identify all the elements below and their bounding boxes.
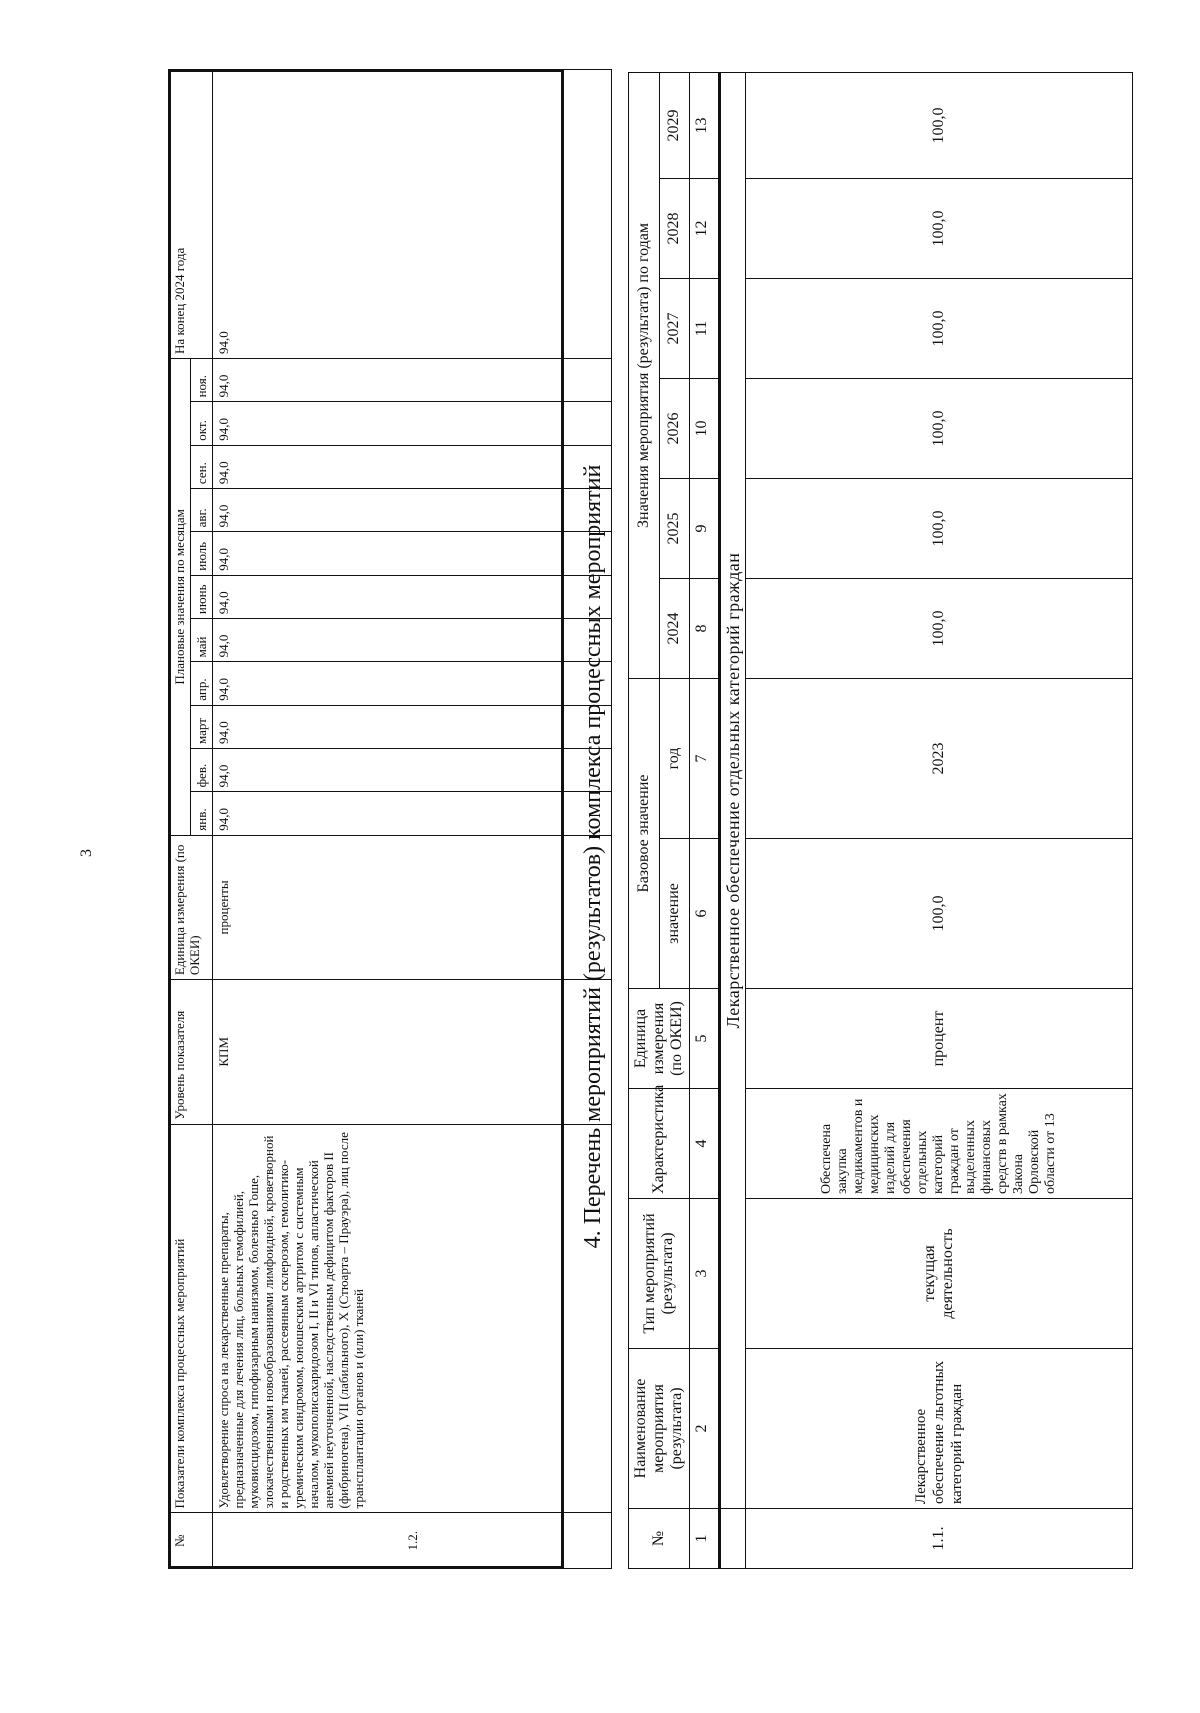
header-name: Наименование мероприятия (результата) [629,1349,690,1509]
row-month-value: 94,0 [213,532,612,575]
index-cell: 4 [690,1089,720,1199]
month-jul: июль [191,532,213,575]
row-month-value: 94,0 [213,705,612,748]
index-cell: 10 [690,378,720,478]
row-base-value: 100,0 [746,839,1133,989]
row-no: 1.1. [746,1509,1133,1569]
month-apr: апр. [191,662,213,705]
header-planned: Плановые значения по месяцам [169,358,191,835]
index-cell: 11 [690,278,720,378]
header-unit: Единица измерения (по ОКЕИ) [169,835,213,979]
header-base-year: год [659,678,690,838]
indicators-table [168,69,612,1569]
month-nov: ноя. [191,358,213,401]
section-row-label: Лекарственное обеспечение отдельных категорий граждан [720,72,746,1508]
month-mar: март [191,705,213,748]
row-month-value: 94,0 [213,662,612,705]
header-year: 2029 [659,72,690,178]
row-base-year: 2023 [746,678,1133,838]
header-base: Базовое значение [629,678,660,988]
index-cell: 13 [690,72,720,178]
header-type: Тип мероприятий (результата) [629,1199,690,1349]
header-year: 2027 [659,278,690,378]
month-jan: янв. [191,792,213,835]
row-unit: процент [746,989,1133,1089]
row-month-value: 94,0 [213,575,612,618]
row-year-value: 100,0 [746,578,1133,678]
row-year-value: 100,0 [746,72,1133,178]
index-cell: 9 [690,478,720,578]
header-no: № [169,1513,213,1569]
header-unit: Единица измерения (по ОКЕИ) [629,989,690,1089]
row-year-value: 100,0 [746,378,1133,478]
header-year: 2024 [659,578,690,678]
row-month-value: 94,0 [213,792,612,835]
index-cell: 6 [690,839,720,989]
row-level: КПМ [213,980,612,1124]
header-level: Уровень показателя [169,980,213,1124]
row-month-value: 94,0 [213,619,612,662]
index-cell: 3 [690,1199,720,1349]
header-values-by-year: Значения мероприятия (результата) по годам [629,72,660,678]
row-unit: проценты [213,835,612,979]
row-indicator: Удовлетворение спроса на лекарственные препараты, предназначенные для лечения лиц, больных гемофилией, муковисцидозом, гипофизарным нанизмом, болезнью Гоше, злокачественными новообразованиями лимфоидной, кроветворной и родственных им тканей, рассеянным склерозом, гемолитико-уремическим синдромом, юношеским артритом с системным началом, мукополисахаридозом I, II и VI типов, апластической анемией неуточненной, наследственным дефицитом факторов II (фибриногена), VII (лабильного), X (Стюарта – Прауэра), лиц после трансплантации органов и (или) тканей [213,1124,612,1513]
header-year: 2026 [659,378,690,478]
row-no: 1.2. [213,1513,612,1569]
header-indicators: Показатели комплекса процессных мероприятий [169,1124,213,1513]
row-year-end: 94,0 [213,70,612,359]
section-row-spacer [720,1509,746,1569]
index-cell: 2 [690,1349,720,1509]
row-month-value: 94,0 [213,749,612,792]
month-sep: сен. [191,445,213,488]
index-cell: 1 [690,1509,720,1569]
row-month-value: 94,0 [213,445,612,488]
row-year-value: 100,0 [746,178,1133,278]
header-no: № [629,1509,690,1569]
index-row [690,72,720,1568]
header-base-value: значение [659,839,690,989]
header-year: 2025 [659,478,690,578]
row-characteristic: Обеспечена закупка медикаментов и медицинских изделий для обеспечения отдельных категорий граждан от выделенных финансовых средств в рамках Закона Орловской области от 13 [746,1089,1133,1199]
row-name: Лекарственное обеспечение льготных категорий граждан [746,1349,1133,1509]
header-year: 2028 [659,178,690,278]
row-month-value: 94,0 [213,402,612,445]
table-row [213,70,612,1569]
month-aug: авг. [191,489,213,532]
row-year-value: 100,0 [746,478,1133,578]
index-cell: 7 [690,678,720,838]
row-month-value: 94,0 [213,358,612,401]
row-type: текущая деятельность [746,1199,1133,1349]
section-title: 4. Перечень мероприятий (результатов) комплекса процессных мероприятий [580,464,606,1249]
index-cell: 5 [690,989,720,1089]
index-cell: 12 [690,178,720,278]
header-characteristic: Характеристика [629,1089,690,1199]
index-cell: 8 [690,578,720,678]
table-row [746,72,1133,1568]
rotated-page: 3 № Показатели комплекса процессных мероприятий Уровень показателя Единица измерения (по ОКЕИ) Плановые значения по месяцам На конец 2024 года янв. фев. март апр. май июнь июль авг. сен. окт. ноя. 1.2. Удовлетворение спроса на лекарственные препараты, предназначенные для лечения лиц, больных гемофилией, муковисцидозом, гипофизарным нанизмом, болезнью Гоше, злокачественными новообразованиями лимфоидной, кроветворной и родственных им тканей, рассеянным склерозом, гемолитико-уремическим синдромом, юношеским артритом с системным началом, мукополисахаридозом I, II и VI типов, апластической анемией неуточненной, наследственным дефицитом факторов II (фибриногена), VII (лабильного), X (Стюарта – Прауэра), лиц после трансплантации органов и (или) тканей КПМ проценты 94,0 94,0 94,0 94,0 94,0 94,0 94,0 94,0 94,0 94,0 94,0 94,0 4. Перечень мероприятий (результатов) комплекса процессных мероприятий № Наименование мероприятия (результата) Тип мероприятий (результата) Характеристика Единица измерения (по ОКЕИ) Базовое значение Значения мероприятия (результата) по годам значение год 2024 2025 2026 2027 2028 2029 1 2 3 4 5 6 7 8 9 10 11 12 13 Лекарственное обеспечение отдельных категорий граждан 1.1. Лекарственное обеспечение льготных категорий граждан текущая деятельность Обеспечена закупка медикаментов и медицинских изделий для обеспечения отдельных категорий граждан от выделенных финансовых средств в рамках Закона Орловской области от 13 процент 100,0 2023 100,0 100,0 100,0 100,0 100,0 100,0 [0,0,1200,1713]
month-may: май [191,619,213,662]
header-year-end: На конец 2024 года [169,70,213,359]
month-oct: окт. [191,402,213,445]
row-month-value: 94,0 [213,489,612,532]
section-row [720,72,746,1568]
measures-table [628,72,1133,1569]
month-jun: июнь [191,575,213,618]
row-year-value: 100,0 [746,278,1133,378]
month-feb: фев. [191,749,213,792]
